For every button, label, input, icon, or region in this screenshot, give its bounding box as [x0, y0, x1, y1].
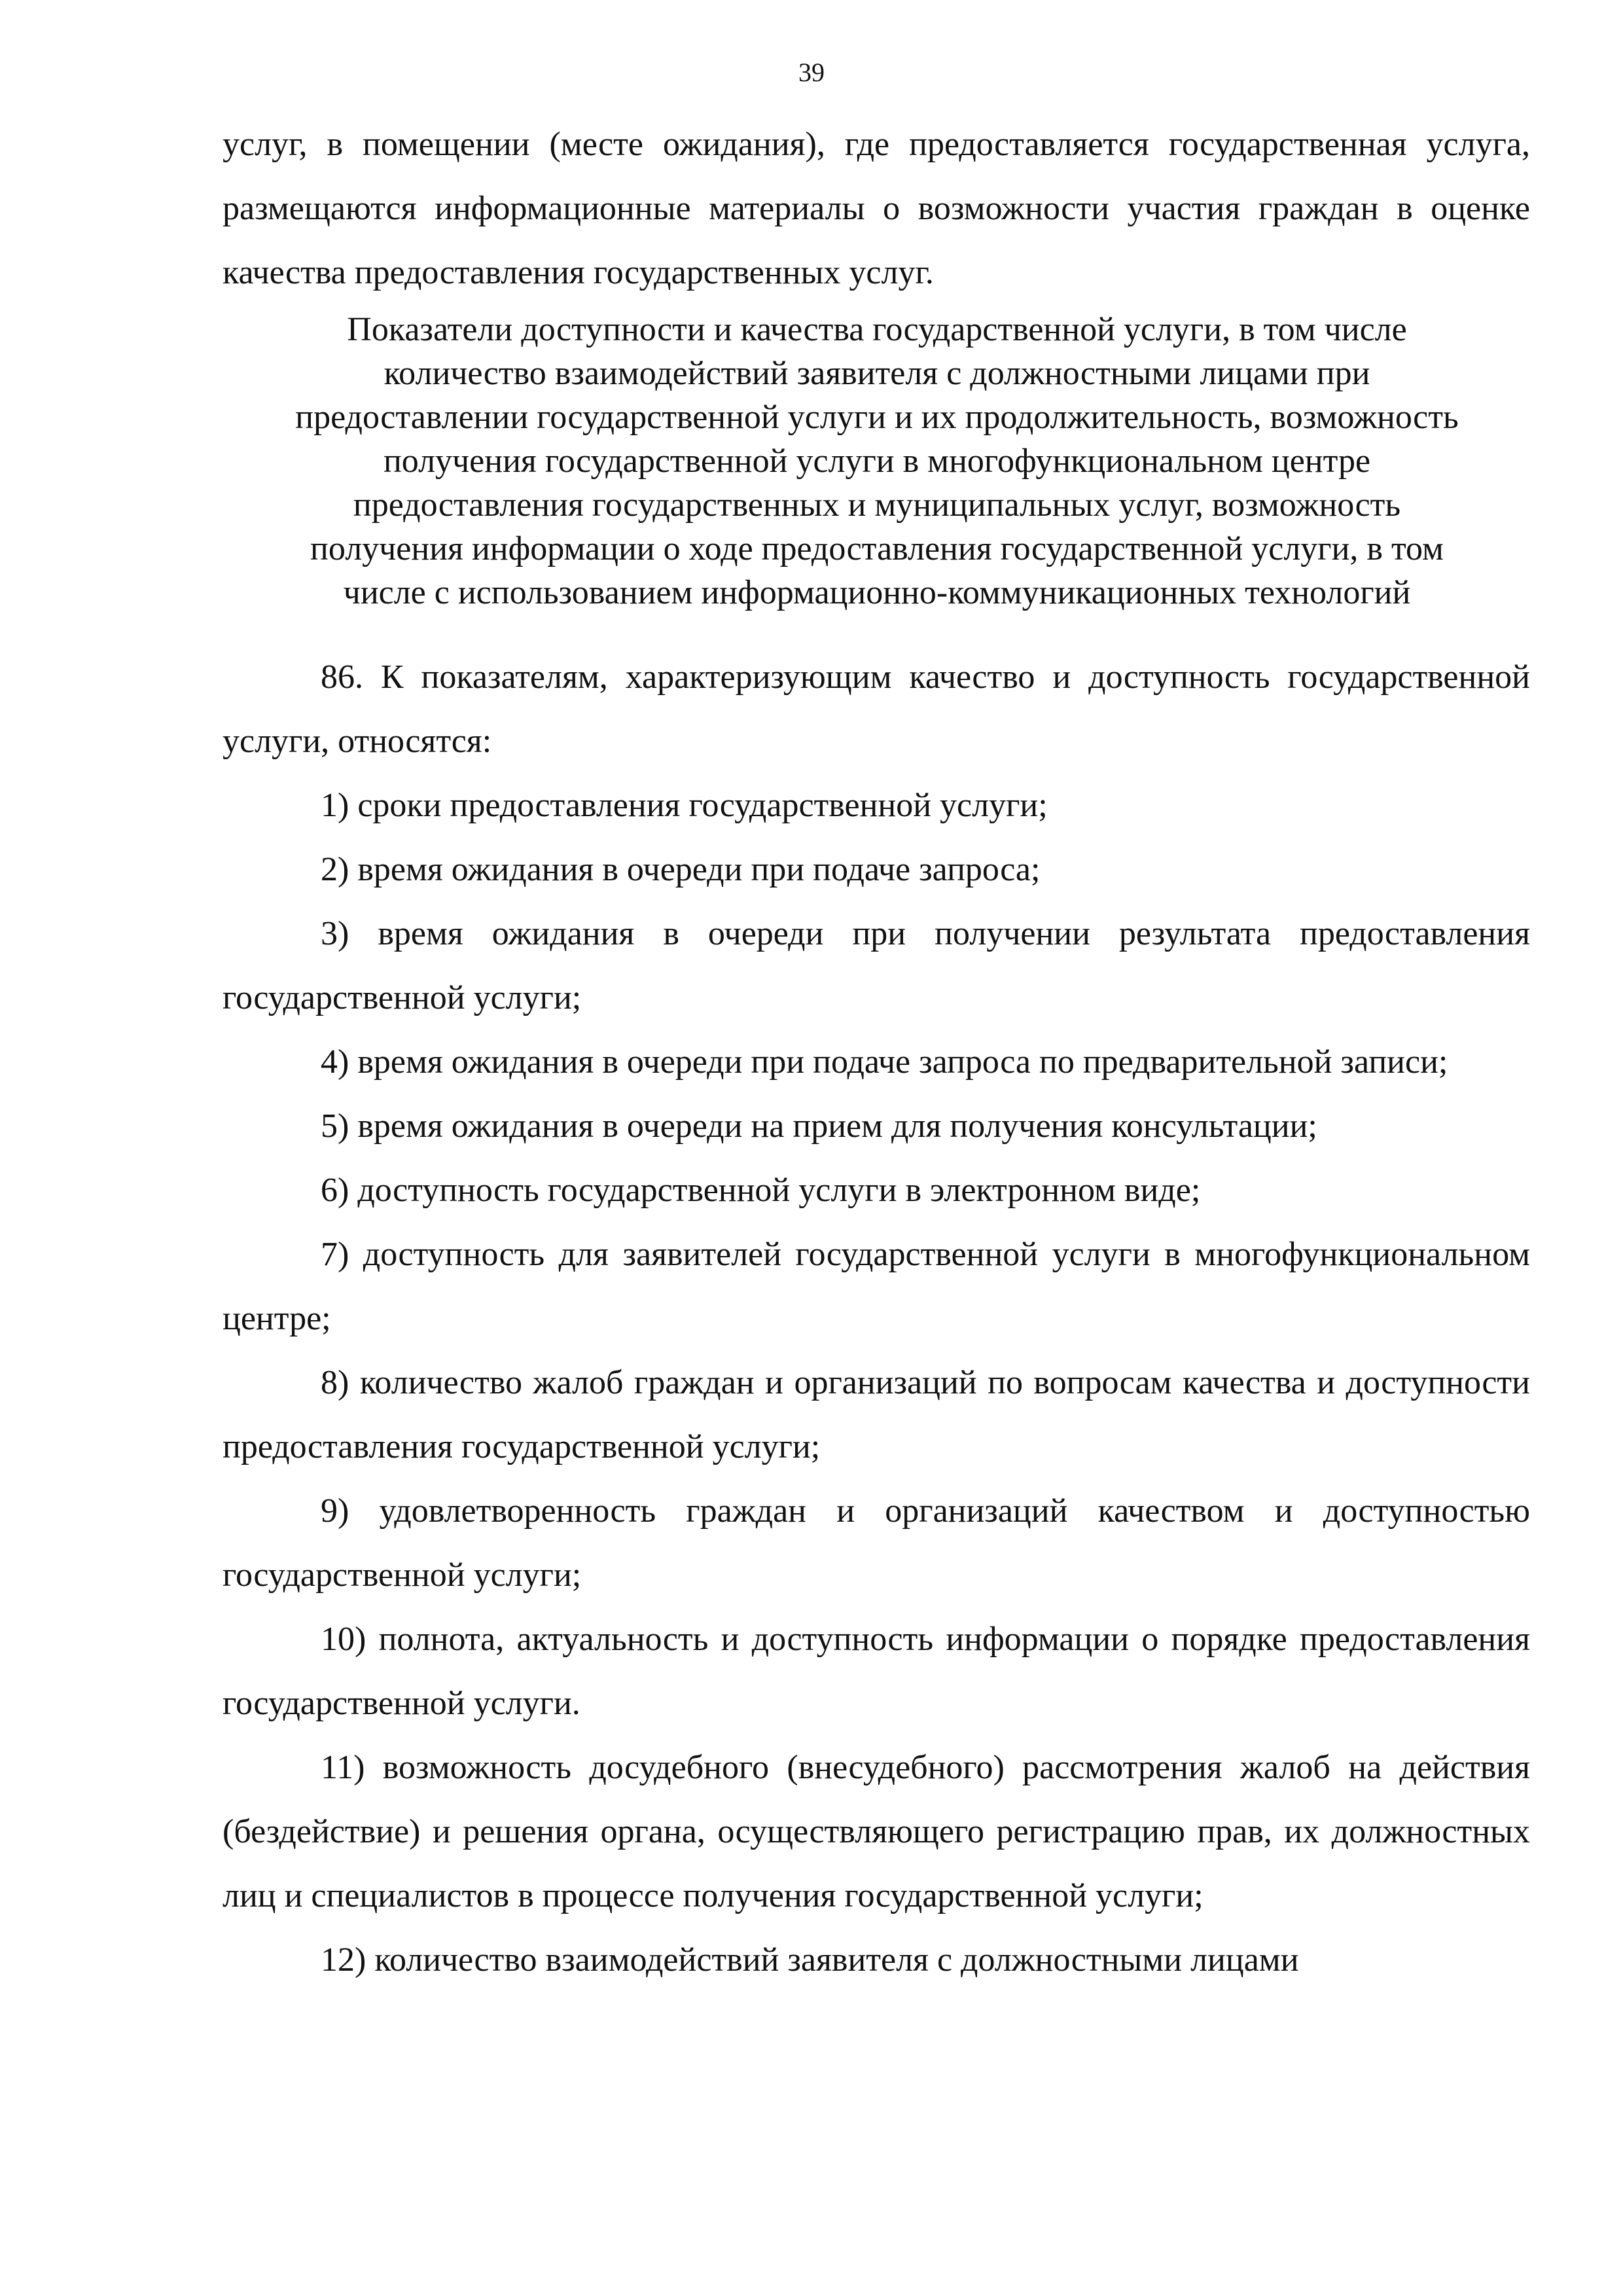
heading-line: получения информации о ходе предоставления государственной услуги, в том	[310, 530, 1444, 567]
heading-line: Показатели доступности и качества государственной услуги, в том числе	[347, 311, 1407, 348]
list-item: 6) доступность государственной услуги в электронном виде;	[321, 1172, 1201, 1209]
list-item: 11) возможность досудебного (внесудебного) рассмотрения жалоб на действия (бездействие) и решения органа, осуществляющего регистрацию прав, их должностных лиц и специалистов в процессе получения государственной услуги;	[223, 1749, 1530, 1914]
paragraph-86: 86. К показателям, характеризующим качество и доступность государственной услуги, относятся:	[223, 658, 1530, 760]
list-item: 7) доступность для заявителей государственной услуги в многофункциональном центре;	[223, 1236, 1530, 1337]
list-item: 12) количество взаимодействий заявителя с должностными лицами	[321, 1941, 1299, 1979]
intro-paragraph: услуг, в помещении (месте ожидания), где предоставляется государственная услуга, размещаются информационные материалы о возможности участия граждан в оценке качества предоставления государственных услуг.	[223, 126, 1530, 291]
heading-line: количество взаимодействий заявителя с должностными лицами при	[383, 355, 1370, 392]
list-item: 8) количество жалоб граждан и организаций по вопросам качества и доступности предоставления государственной услуги;	[223, 1364, 1530, 1465]
heading-line: предоставления государственных и муниципальных услуг, возможность	[353, 486, 1401, 524]
list-item: 1) сроки предоставления государственной услуги;	[321, 787, 1048, 824]
list-item: 2) время ожидания в очереди при подаче запроса;	[321, 851, 1041, 888]
list-item: 10) полнота, актуальность и доступность информации о порядке предоставления государственной услуги.	[223, 1621, 1530, 1722]
page-number: 39	[798, 58, 825, 87]
list-item: 5) время ожидания в очереди на прием для получения консультации;	[321, 1107, 1317, 1145]
list-item: 3) время ожидания в очереди при получении результата предоставления государственной услуги;	[223, 915, 1530, 1016]
list-item: 4) время ожидания в очереди при подаче запроса по предварительной записи;	[321, 1043, 1448, 1081]
section-heading	[203, 308, 1551, 615]
list-item: 9) удовлетворенность граждан и организаций качеством и доступностью государственной услуги;	[223, 1492, 1530, 1594]
heading-line: числе с использованием информационно-коммуникационных технологий	[343, 574, 1411, 611]
indicators-list	[223, 645, 1530, 1992]
heading-line: получения государственной услуги в многофункциональном центре	[383, 442, 1371, 480]
heading-line: предоставлении государственной услуги и их продолжительность, возможность	[295, 399, 1459, 436]
